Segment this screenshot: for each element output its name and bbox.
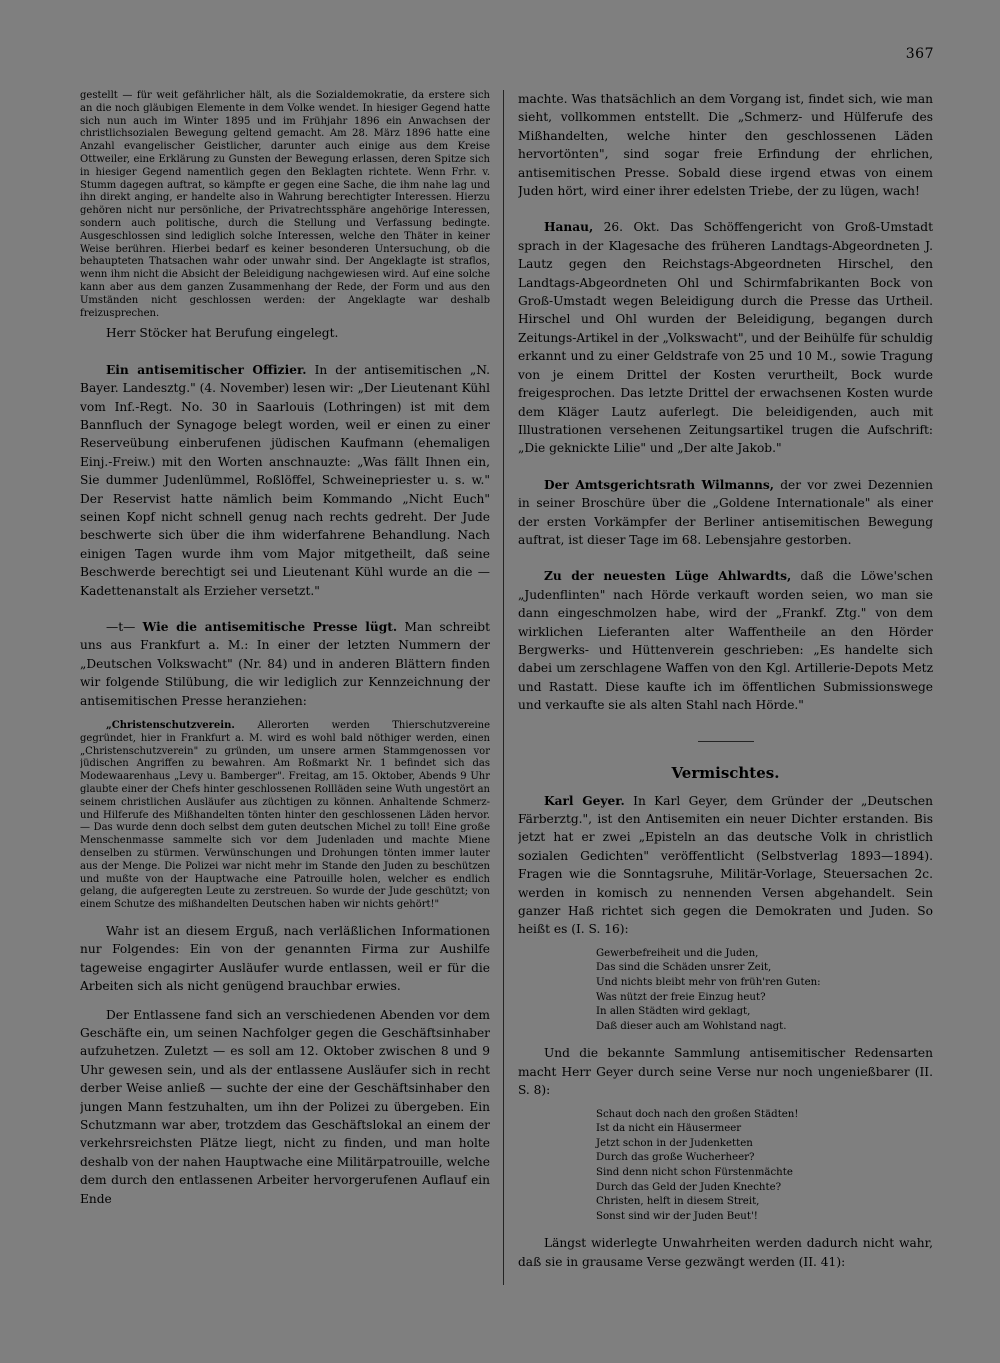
article-heading: Karl Geyer. <box>544 793 625 808</box>
article-body: daß die Löwe'schen „Judenflinten" nach Hörde verkauft worden seien, wo man sie dann eingeschmolzen habe, wird der „Frankf. Ztg." von dem wirklichen Lieferanten alter Waffentheile an den Hörder Bergwerks- und Hüttenverein geschrieben: „Es handelte sich dabei um zerschlagene Waffen von den Kgl. Artillerie-Depots Metz und Rastatt. Diese kaufte ich im öffentlichen Submissionswege und verkaufte sie als alten Stahl nach Hörde." <box>518 569 933 713</box>
verse-line: Sonst sind wir der Juden Beut'! <box>596 1210 758 1222</box>
poem-excerpt-1 <box>596 947 933 1035</box>
poem-intro: Und die bekannte Sammlung antisemitischer Redensarten macht Herr Geyer durch seine Verse nur noch ungenießbarer (II. S. 8): <box>518 1046 933 1098</box>
article-hanau <box>518 218 933 457</box>
article-body: der vor zwei Dezennien in seiner Broschüre über die „Goldene Internationale" als einer der ersten Vorkämpfer der Berliner antisemitischen Bewegung auftrat, ist dieser Tage im 68. Lebensjahre gestorben. <box>518 477 933 547</box>
verse-line: Durch das große Wucherheer? <box>596 1152 755 1164</box>
verse-line: Gewerbefreiheit und die Juden, <box>596 947 759 959</box>
article-heading: Wie die antisemitische Presse lügt. <box>142 620 398 635</box>
closing-paragraph: Längst widerlegte Unwahrheiten werden dadurch nicht wahr, daß sie in grausame Verse gezwängt werden (II. 41): <box>518 1236 933 1269</box>
verse-line: Das sind die Schäden unsrer Zeit, <box>596 962 772 974</box>
verse-line: Schaut doch nach den großen Städten! <box>596 1108 799 1120</box>
quoted-article <box>80 720 490 912</box>
rebuttal-paragraph-2: Der Entlassene fand sich an verschiedenen Abenden vor dem Geschäfte ein, um seinen Nachfolger gegen die Geschäftsinhaber aufzuhetzen. Zuletzt — es soll am 12. Oktober zwischen 8 und 9 Uhr gewesen sein, und als der entlassene Ausläufer sich in recht derber Weise anließ — suchte der eine der Geschäftsinhaber den jungen Mann festzuhalten, um ihn der Polizei zu übergeben. Ein Schutzmann war aber, trotzdem das Geschäftslokal an einem der verkehrsreichsten Plätze liegt, nicht zu finden, und man holte deshalb von der nahen Hauptwache eine Militärpatrouille, welche dem durch den entlassenen Arbeiter hervorgerufenen Auflauf ein Ende <box>80 1007 490 1206</box>
verse-line: Sind denn nicht schon Fürstenmächte <box>596 1167 793 1178</box>
article-heading: Zu der neuesten Lüge Ahlwardts, <box>544 569 792 584</box>
quoted-body: Allerorten werden Thierschutzvereine gegründet, hier in Frankfurt a. M. wird es wohl bald nöthiger werden, einen „Christenschutzverein" zu gründen, um unsere armen Stammgenossen vor jüdischen Angriffen zu bewahren. Am Roßmarkt Nr. 1 befindet sich das Modewaarenhaus „Levy u. Bamberger". Freitag, am 15. Oktober, Abends 9 Uhr glaubte einer der Chefs hinter geschlossenen Rollläden seine Wuth ungestört an seinem christlichen Ausläufer aus züchtigen zu können. Anhaltende Schmerz- und Hilferufe des Mißhandelten tönten hinter den geschlossenen Läden hervor. — Das wurde denn doch selbst dem guten deutschen Michel zu toll! Eine große Menschenmasse sammelte sich vor dem Judenladen und machte Miene denselben zu stürmen. Verwünschungen und Drohungen tönten immer lauter aus der Menge. Die Polizei war nicht mehr im Stande den Juden zu beschützen und mußte von der Hauptwache eine Patrouille holen, welcher es endlich gelang, die aufgeregten Leute zu zerstreuen. So wurde der Jude geschützt; von einem Schutze des mißhandelten Deutschen haben wir nichts gehört!" <box>80 720 490 911</box>
verse-line: Durch das Geld der Juden Knechte? <box>596 1181 782 1193</box>
article-heading: Ein antisemitischer Offizier. <box>106 362 307 377</box>
verse-line: Was nützt der freie Einzug heut? <box>596 991 766 1003</box>
article-wilmanns <box>518 476 933 550</box>
verse-line: Jetzt schon in der Judenketten <box>596 1137 753 1149</box>
article-press-lies <box>80 618 490 710</box>
continuation-paragraph: machte. Was thatsächlich an dem Vorgang ist, findet sich, wie man sieht, vollkommen entstellt. Die „Schmerz- und Hülferufe des Mißhandelten, welche hinter den geschlossenen Läden hervortönten", sind sogar freie Erfindung der ehrlichen, antisemitischen Presse. Sobald diese irgend etwas von einem Juden hört, wird einer ihrer edelsten Triebe, der zu lügen, wach! <box>518 92 933 199</box>
verse-line: Christen, helft in diesem Streit, <box>596 1196 760 1208</box>
verse-line: Daß dieser auch am Wohlstand nagt. <box>596 1020 787 1032</box>
article-geyer <box>518 792 933 939</box>
verse-line: Ist da nicht ein Häusermeer <box>596 1123 742 1135</box>
section-title: Vermischtes. <box>671 763 780 782</box>
appeal-note: Herr Stöcker hat Berufung eingelegt. <box>106 326 339 341</box>
verse-line: In allen Städten wird geklagt, <box>596 1006 751 1018</box>
article-body: In der antisemitischen „N. Bayer. Landesztg." (4. November) lesen wir: „Der Lieutenant Kühl vom Inf.-Regt. No. 30 in Saarlouis (Lothringen) ist mit dem Bannfluch der Synagoge belegt worden, weil er einen zu einer Reserveübung einberufenen jüdischen Kaufmann (ehemaligen Einj.-Freiw.) mit den Worten anschnauzte: „Was fällt Ihnen ein, Sie dummer Judenlümmel, Roßlöffel, Schweinepriester u. s. w." Der Reservist hatte nämlich beim Kommando „Nicht Euch" seinen Kopf nicht schnell genug nach rechts gedreht. Der Jude beschwerte sich über die ihm widerfahrene Behandlung. Nach einigen Tagen wurde ihm vom Major mitgetheilt, daß seine Beschwerde berechtigt sei und Lieutenant Kühl wurde an die — Kadettenanstalt als Erzieher versetzt." <box>80 362 490 598</box>
poem-excerpt-2 <box>596 1108 933 1225</box>
column-divider <box>503 90 504 1285</box>
author-mark: —t— <box>106 620 143 635</box>
quoted-heading: „Christenschutzverein. <box>106 720 235 732</box>
left-column <box>80 90 490 1290</box>
article-body: 26. Okt. Das Schöffengericht von Groß-Umstadt sprach in der Klagesache des früheren Landtags-Abgeordneten J. Lautz gegen den Reichstags-Abgeordneten Hirschel, den Landtags-Abgeordneten Ohl und Schirmfabrikanten Bock von Groß-Umstadt wegen Beleidigung durch die Presse das Urtheil. Hirschel und Ohl wurden der Beleidigung, begangen durch Zeitungs-Artikel in der „Volkswacht", und der Beihülfe für schuldig erkannt und zu einer Geldstrafe von 25 und 10 M., sowie Tragung von je einem Drittel der Kosten verurtheilt, Bock wurde freigesprochen. Das letzte Drittel der erwachsenen Kosten wurde dem Kläger Lautz auferlegt. Die beleidigenden, auch mit Illustrationen versehenen Zeitungsartikel trugen die Aufschrift: „Die geknickte Lilie" und „Der alte Jakob." <box>518 220 933 456</box>
rebuttal-paragraph: Wahr ist an diesem Erguß, nach verläßlichen Informationen nur Folgendes: Ein von der genannten Firma zur Aushilfe tageweise engagirter Ausläufer wurde entlassen, weil er für die Arbeiten sich als nicht genügend brauchbar erwies. <box>80 924 490 994</box>
article-body: Man schreibt uns aus Frankfurt a. M.: In einer der letzten Nummern der „Deutschen Volkswacht" (Nr. 84) und in anderen Blättern finden wir folgende Stilübung, die wir lediglich zur Kennzeichnung der antisemitischen Presse heranziehen: <box>80 620 490 708</box>
right-column <box>518 90 933 1290</box>
article-antisemitic-officer <box>80 361 490 600</box>
section-divider <box>698 741 754 742</box>
verse-line: Und nichts bleibt mehr von früh'ren Guten: <box>596 977 821 989</box>
article-ahlwardt <box>518 567 933 714</box>
article-body: In Karl Geyer, dem Gründer der „Deutschen Färberztg.", ist den Antisemiten ein neuer Dichter erstanden. Bis jetzt hat er zwei „Episteln an das deutsche Volk in christlich sozialen Gedichten" veröffentlicht (Selbstverlag 1893—1894). Fragen wie die Sonntagsruhe, Militär-Vorlage, Steuersachen 2c. werden in komisch zu nennenden Versen abgehandelt. Sein ganzer Haß richtet sich gegen die Demokraten und Juden. So heißt es (I. S. 16): <box>518 793 933 937</box>
article-heading: Der Amtsgerichtsrath Wilmanns, <box>544 477 775 492</box>
court-report-paragraph: gestellt — für weit gefährlicher hält, als die Sozialdemokratie, da erstere sich an die noch gläubigen Elemente in dem Volke wendet. In hiesiger Gegend hatte sich nun auch im Winter 1895 und im Frühjahr 1896 ein Anwachsen der christlichsozialen Bewegung geltend gemacht. Am 28. März 1896 hatte eine Anzahl evangelischer Geistlicher, darunter auch einige aus dem Kreise Ottweiler, eine Erklärung zu Gunsten der Bewegung erlassen, deren Spitze sich in hiesiger Gegend namentlich gegen den Beklagten richtete. Wenn Frhr. v. Stumm dagegen auftrat, so kämpfte er gegen eine Sache, die ihm nahe lag und ihn direkt anging, er handelte also in Wahrung berechtigter Interessen. Hierzu gehören nicht nur persönliche, der Privatrechtssphäre angehörige Interessen, sondern auch politische, durch die Stellung und Verfassung bedingte. Ausgeschlossen sind lediglich solche Interessen, welche den Thäter in keiner Weise berühren. Hierbei bedarf es keiner besonderen Untersuchung, ob die behaupteten Thatsachen wahr oder unwahr sind. Der Angeklagte ist straflos, wenn ihm nicht die Absicht der Beleidigung nachgewiesen wird. Auf eine solche kann aber aus dem ganzen Zusammenhang der Rede, der Form und aus den Umständen nicht geschlossen werden: der Angeklagte war deshalb freizusprechen. <box>80 90 490 319</box>
page-number: 367 <box>905 46 934 62</box>
article-heading: Hanau, <box>544 220 594 235</box>
